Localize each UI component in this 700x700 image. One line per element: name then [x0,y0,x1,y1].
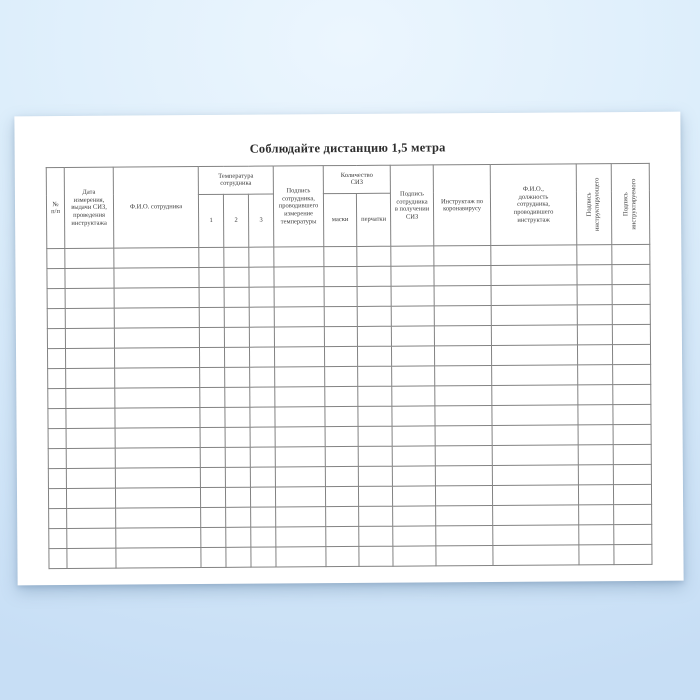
empty-cell [358,427,392,447]
empty-cell [249,327,274,347]
empty-cell [577,245,612,265]
empty-cell [116,528,201,549]
empty-cell [224,268,249,288]
empty-cell [276,527,326,547]
header-sign-instructor-label: Подпись инструктирующего [585,177,602,232]
empty-cell [200,368,225,388]
empty-cell [199,248,224,268]
empty-cell [114,268,199,289]
empty-cell [612,265,650,285]
empty-cell [201,548,226,568]
header-temp-2: 2 [223,194,248,248]
empty-cell [491,325,577,346]
empty-cell [66,448,115,468]
empty-cell [492,405,578,426]
empty-cell [324,247,357,267]
empty-cell [578,365,613,385]
empty-cell [358,347,392,367]
empty-cell [392,406,435,426]
empty-cell [250,367,275,387]
empty-cell [578,445,613,465]
empty-cell [613,445,651,465]
empty-cell [275,367,325,387]
empty-cell [578,405,613,425]
empty-cell [577,285,612,305]
empty-cell [274,307,324,327]
empty-cell [48,429,66,449]
empty-cell [48,469,66,489]
empty-cell [49,509,67,529]
empty-cell [493,505,579,526]
empty-cell [391,286,434,306]
empty-cell [224,248,249,268]
empty-cell [436,546,493,566]
empty-cell [66,388,115,408]
empty-cell [492,385,578,406]
empty-cell [577,325,612,345]
empty-cell [275,347,325,367]
empty-cell [577,265,612,285]
empty-cell [225,448,250,468]
empty-cell [492,425,578,446]
empty-cell [249,307,274,327]
empty-cell [391,326,434,346]
empty-cell [434,326,491,346]
empty-cell [612,245,650,265]
empty-cell [613,465,651,485]
empty-cell [200,388,225,408]
empty-cell [325,407,358,427]
empty-cell [47,249,65,269]
empty-cell [275,487,325,507]
empty-cell [200,448,225,468]
empty-cell [359,527,393,547]
empty-cell [613,405,651,425]
empty-cell [393,506,436,526]
empty-cell [201,508,226,528]
empty-cell [275,447,325,467]
empty-cell [48,389,66,409]
empty-cell [392,446,435,466]
empty-cell [225,428,250,448]
empty-cell [324,287,357,307]
empty-cell [358,487,392,507]
table-header [46,163,650,249]
empty-cell [358,367,392,387]
empty-cell [578,485,613,505]
empty-cell [492,465,578,486]
empty-cell [200,428,225,448]
empty-cell [65,308,114,328]
empty-cell [201,528,226,548]
empty-cell [357,327,391,347]
empty-cell [435,446,492,466]
empty-cell [492,445,578,466]
empty-cell [199,308,224,328]
header-temp-3: 3 [248,194,273,248]
empty-cell [225,368,250,388]
empty-cell [116,508,201,529]
empty-cell [325,467,358,487]
empty-cell [47,329,65,349]
empty-cell [224,308,249,328]
empty-cell [613,385,651,405]
empty-cell [492,345,578,366]
empty-cell [393,526,436,546]
siz-log-table [46,163,653,570]
header-sign-instructor [576,164,612,246]
header-row-groups [46,163,649,195]
empty-cell [275,467,325,487]
table-body [47,245,652,569]
empty-cell [578,425,613,445]
empty-cell [249,347,274,367]
header-date: Дата измерения, выдачи СИЗ, проведения инструктажа [64,167,114,249]
header-siz-sign: Подпись сотрудника в получении СИЗ [390,165,434,247]
empty-cell [491,265,577,286]
empty-cell [324,267,357,287]
empty-cell [225,468,250,488]
empty-cell [358,407,392,427]
empty-cell [49,529,67,549]
empty-cell [48,449,66,469]
empty-cell [613,485,651,505]
header-sign-instructed [611,163,650,245]
empty-cell [392,386,435,406]
empty-cell [324,327,357,347]
empty-cell [115,488,200,509]
empty-cell [65,348,114,368]
empty-cell [115,448,200,469]
empty-cell [274,287,324,307]
empty-cell [357,307,391,327]
empty-cell [613,365,651,385]
empty-cell [225,408,250,428]
empty-cell [251,507,276,527]
empty-cell [114,248,199,269]
header-temp-1: 1 [198,194,223,248]
empty-cell [434,246,491,266]
header-instruct: Инструктаж по коронавирусу [433,165,491,247]
empty-cell [249,267,274,287]
empty-cell [434,286,491,306]
empty-cell [115,368,200,389]
empty-cell [47,269,65,289]
empty-cell [434,266,491,286]
empty-cell [435,386,492,406]
empty-cell [116,548,201,569]
empty-cell [359,507,393,527]
empty-cell [577,345,612,365]
empty-cell [199,328,224,348]
empty-cell [250,487,275,507]
empty-cell [114,288,199,309]
empty-cell [250,467,275,487]
empty-cell [67,548,116,568]
empty-cell [225,488,250,508]
empty-cell [226,528,251,548]
empty-cell [613,425,651,445]
empty-cell [491,305,577,326]
empty-cell [200,468,225,488]
empty-cell [492,485,578,506]
empty-cell [358,467,392,487]
table-row [49,545,652,569]
empty-cell [614,505,652,525]
empty-cell [357,287,391,307]
empty-cell [434,306,491,326]
empty-cell [66,408,115,428]
empty-cell [66,468,115,488]
empty-cell [48,369,66,389]
empty-cell [358,447,392,467]
empty-cell [436,506,493,526]
document-page [14,112,683,586]
empty-cell [250,427,275,447]
empty-cell [325,387,358,407]
empty-cell [48,489,66,509]
empty-cell [578,465,613,485]
empty-cell [579,505,614,525]
empty-cell [65,268,114,288]
empty-cell [249,247,274,267]
empty-cell [67,508,116,528]
empty-cell [324,307,357,327]
empty-cell [326,507,359,527]
empty-cell [491,245,577,266]
empty-cell [115,428,200,449]
empty-cell [275,387,325,407]
empty-cell [391,266,434,286]
header-fio-instructor: Ф.И.О., должность сотрудника, проводившего инструктаж [490,164,577,246]
empty-cell [326,547,359,567]
header-gloves: перчатки [356,193,390,247]
empty-cell [65,248,114,268]
empty-cell [250,407,275,427]
empty-cell [274,327,324,347]
empty-cell [115,388,200,409]
empty-cell [276,547,326,567]
empty-cell [392,486,435,506]
empty-cell [435,406,492,426]
empty-cell [579,545,614,565]
empty-cell [276,507,326,527]
empty-cell [66,488,115,508]
empty-cell [65,328,114,348]
empty-cell [250,447,275,467]
empty-cell [199,348,224,368]
empty-cell [393,546,436,566]
empty-cell [612,325,650,345]
empty-cell [224,328,249,348]
empty-cell [614,525,652,545]
vertical-text-box [577,172,611,237]
empty-cell [612,305,650,325]
empty-cell [47,309,65,329]
empty-cell [114,348,199,369]
empty-cell [48,409,66,429]
empty-cell [226,508,251,528]
empty-cell [325,487,358,507]
empty-cell [391,306,434,326]
empty-cell [200,488,225,508]
empty-cell [224,288,249,308]
empty-cell [115,468,200,489]
empty-cell [325,447,358,467]
empty-cell [392,346,435,366]
empty-cell [251,527,276,547]
header-temperature-group: Температура сотрудника [198,166,273,194]
empty-cell [115,408,200,429]
empty-cell [225,388,250,408]
empty-cell [274,267,324,287]
empty-cell [435,366,492,386]
empty-cell [358,387,392,407]
empty-cell [67,528,116,548]
empty-cell [65,288,114,308]
empty-cell [492,365,578,386]
empty-cell [357,247,391,267]
empty-cell [114,328,199,349]
empty-cell [275,427,325,447]
empty-cell [275,407,325,427]
empty-cell [66,428,115,448]
empty-cell [493,545,579,566]
empty-cell [491,285,577,306]
empty-cell [435,346,492,366]
empty-cell [274,247,324,267]
header-temp-sign: Подпись сотрудника, проводившего измерение температуры [273,166,324,248]
empty-cell [579,525,614,545]
empty-cell [200,408,225,428]
vertical-text-box [612,172,649,237]
empty-cell [325,427,358,447]
empty-cell [435,486,492,506]
empty-cell [49,549,67,569]
empty-cell [436,526,493,546]
empty-cell [577,305,612,325]
empty-cell [612,345,650,365]
empty-cell [578,385,613,405]
empty-cell [251,547,276,567]
page-title: Соблюдайте дистанцию 1,5 метра [249,140,446,156]
empty-cell [392,426,435,446]
empty-cell [612,285,650,305]
empty-cell [326,527,359,547]
empty-cell [325,347,358,367]
empty-cell [435,466,492,486]
empty-cell [199,268,224,288]
header-siz-group: Количество СИЗ [323,165,390,193]
empty-cell [614,545,652,565]
empty-cell [250,387,275,407]
empty-cell [114,308,199,329]
empty-cell [435,426,492,446]
empty-cell [493,525,579,546]
header-sign-instructed-label: Подпись инструктируемого [622,178,638,230]
header-fio: Ф.И.О. сотрудника [113,167,199,249]
empty-cell [224,348,249,368]
empty-cell [199,288,224,308]
empty-cell [359,547,393,567]
empty-cell [47,289,65,309]
empty-cell [249,287,274,307]
empty-cell [357,267,391,287]
header-num: № п/п [46,167,65,248]
empty-cell [66,368,115,388]
empty-cell [226,548,251,568]
header-masks: маски [323,193,356,247]
empty-cell [391,246,434,266]
empty-cell [325,367,358,387]
empty-cell [392,466,435,486]
empty-cell [47,349,65,369]
empty-cell [392,366,435,386]
